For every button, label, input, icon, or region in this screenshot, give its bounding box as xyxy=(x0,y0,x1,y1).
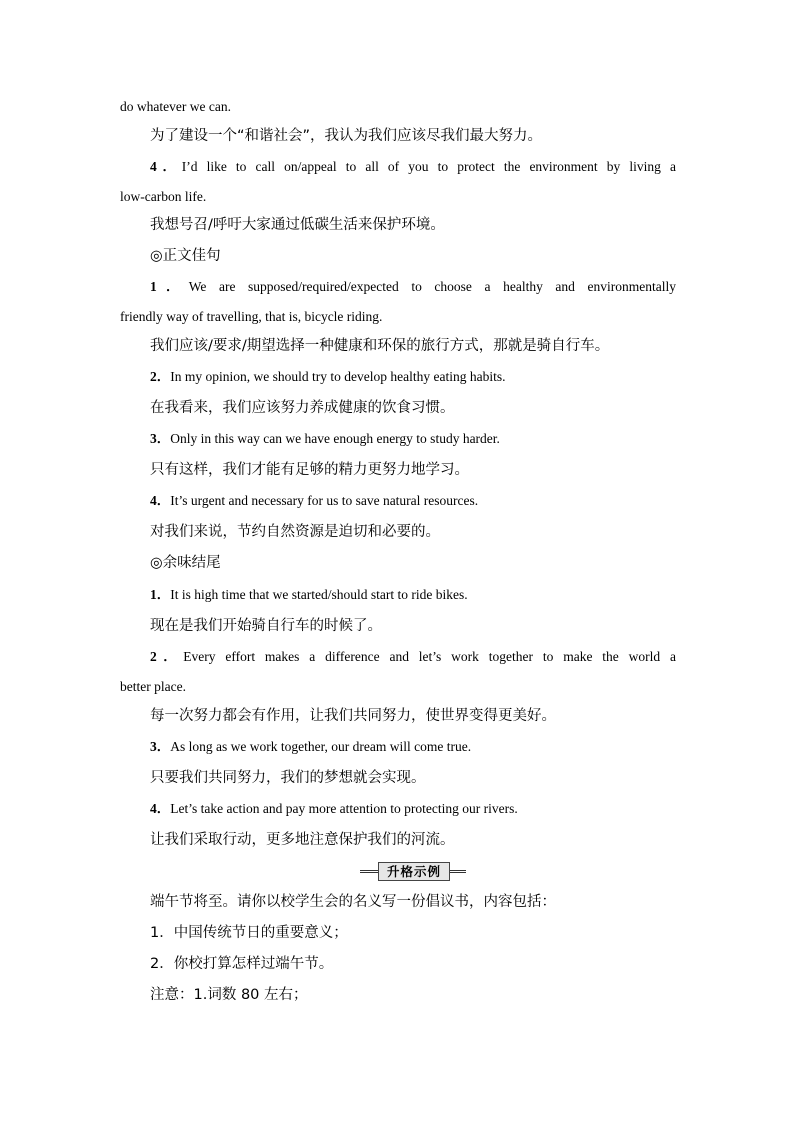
text-line: do whatever we can. xyxy=(120,99,231,114)
item-number: 4． xyxy=(150,801,171,816)
sentence-item xyxy=(150,732,676,762)
section-title-banner xyxy=(360,862,466,880)
chinese-translation: 为了建设一个“和谐社会”，我认为我们应该尽我们最大努力。 xyxy=(150,128,543,144)
sentence-text: We are supposed/required/expected to choose a healthy and environmentally xyxy=(188,279,677,294)
sentence-item xyxy=(150,580,676,610)
item-number: 1． xyxy=(150,587,171,602)
sentence-text: In my opinion, we should try to develop healthy eating habits. xyxy=(170,369,506,384)
chinese-translation: 只要我们共同努力，我们的梦想就会实现。 xyxy=(150,770,426,786)
chinese-translation: 让我们采取行动，更多地注意保护我们的河流。 xyxy=(150,832,455,848)
item-number: 3． xyxy=(150,739,171,754)
sentence-text: Let’s take action and pay more attention to protecting our rivers. xyxy=(170,801,518,816)
section-heading: ◎余味结尾 xyxy=(150,555,221,571)
sentence-item xyxy=(150,794,676,824)
sentence-item xyxy=(150,642,676,672)
chinese-translation: 现在是我们开始骑自行车的时候了。 xyxy=(150,618,382,634)
sentence-text: Every effort makes a difference and let’s work together to make the world a xyxy=(183,649,677,664)
banner-rule-right xyxy=(448,870,466,873)
text-line: friendly way of travelling, that is, bicycle riding. xyxy=(120,309,383,324)
sentence-item xyxy=(150,152,676,182)
item-number: 4． xyxy=(150,159,182,174)
section-title: 升格示例 xyxy=(378,862,450,881)
sentence-text: I’d like to call on/appeal to all of you to protect the environment by living a xyxy=(181,159,676,174)
chinese-translation: 对我们来说，节约自然资源是迫切和必要的。 xyxy=(150,524,440,540)
item-number: 3． xyxy=(150,431,171,446)
text-line: better place. xyxy=(120,679,186,694)
sentence-item xyxy=(150,272,676,302)
chinese-translation: 我们应该/要求/期望选择一种健康和环保的旅行方式，那就是骑自行车。 xyxy=(150,338,610,354)
text-line: low-carbon life. xyxy=(120,189,207,204)
item-number: 2． xyxy=(150,649,184,664)
sentence-item xyxy=(150,362,676,392)
chinese-translation: 在我看来，我们应该努力养成健康的饮食习惯。 xyxy=(150,400,455,416)
sentence-text: It’s urgent and necessary for us to save natural resources. xyxy=(170,493,479,508)
chinese-translation: 只有这样，我们才能有足够的精力更努力地学习。 xyxy=(150,462,469,478)
sentence-text: Only in this way can we have enough energy to study harder. xyxy=(170,431,500,446)
item-number: 1． xyxy=(150,279,189,294)
item-number: 2． xyxy=(150,369,171,384)
sentence-item xyxy=(150,424,676,454)
section-heading: ◎正文佳句 xyxy=(150,248,221,264)
banner-rule-left xyxy=(360,870,378,873)
task-prompt: 端午节将至。请你以校学生会的名义写一份倡议书，内容包括： xyxy=(150,894,556,910)
sentence-item xyxy=(150,486,676,516)
sentence-text: It is high time that we started/should start to ride bikes. xyxy=(170,587,468,602)
item-number: 4． xyxy=(150,493,171,508)
chinese-translation: 我想号召/呼吁大家通过低碳生活来保护环境。 xyxy=(150,217,445,233)
task-point: 2．你校打算怎样过端午节。 xyxy=(150,956,334,972)
chinese-translation: 每一次努力都会有作用，让我们共同努力，使世界变得更美好。 xyxy=(150,708,556,724)
sentence-text: As long as we work together, our dream will come true. xyxy=(170,739,472,754)
task-point: 1．中国传统节日的重要意义； xyxy=(150,925,348,941)
task-note: 注意：1.词数 80 左右； xyxy=(150,987,308,1003)
